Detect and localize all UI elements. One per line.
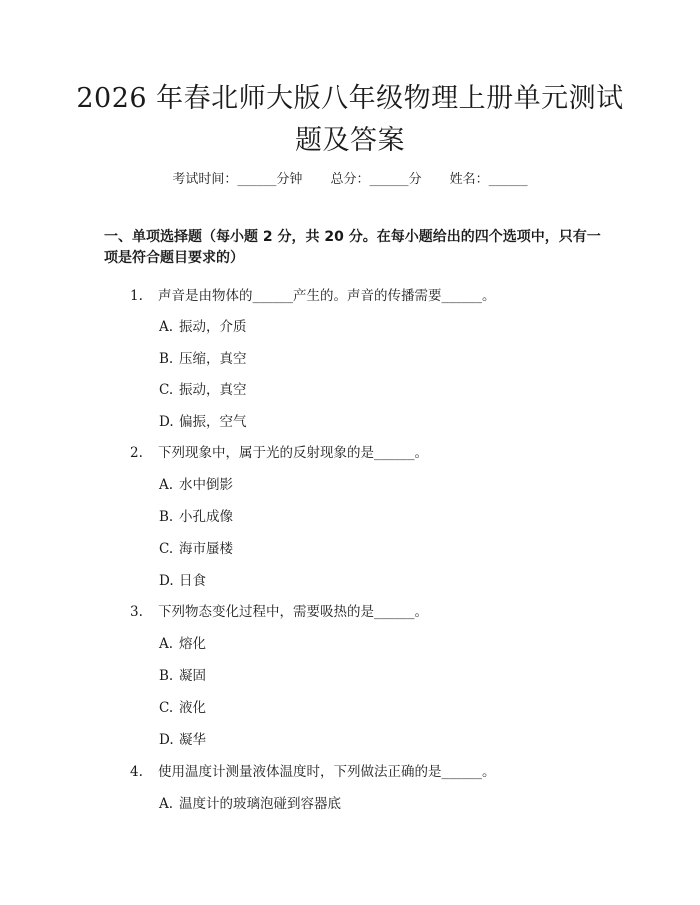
option-letter: B. [159, 351, 174, 367]
exam-score: 总分：______分 [330, 172, 422, 187]
option-letter: A. [159, 796, 174, 812]
question-number: 3. [130, 604, 143, 620]
option-1b [159, 347, 247, 367]
option-text: 凝华 [179, 732, 206, 748]
question-3 [130, 600, 428, 620]
option-2b [159, 505, 233, 525]
option-3d [159, 728, 206, 748]
option-text: 熔化 [179, 636, 206, 652]
exam-name: 姓名：______ [449, 172, 528, 187]
question-text: 下列物态变化过程中，需要吸热的是______。 [158, 604, 428, 620]
option-text: 海市蜃楼 [179, 541, 233, 557]
question-number: 1. [130, 288, 143, 304]
exam-info-line [0, 168, 700, 187]
option-text: 日食 [179, 573, 206, 589]
option-4a [159, 792, 341, 812]
question-number: 2. [130, 445, 143, 461]
option-letter: A. [159, 319, 174, 335]
option-letter: C. [159, 382, 174, 398]
option-letter: C. [159, 541, 174, 557]
option-letter: C. [159, 700, 174, 716]
section-heading: 一、单项选择题（每小题 2 分，共 20 分。在每小题给出的四个选项中，只有一项是符合题目要求的） [104, 229, 601, 266]
option-letter: B. [159, 668, 174, 684]
option-letter: B. [159, 509, 174, 525]
question-text: 下列现象中，属于光的反射现象的是______。 [158, 445, 428, 461]
option-text: 振动，介质 [179, 319, 247, 335]
option-text: 液化 [179, 700, 206, 716]
option-text: 偏振，空气 [179, 414, 247, 430]
option-text: 振动，真空 [179, 382, 247, 398]
option-letter: D. [159, 573, 174, 589]
option-3c [159, 696, 206, 716]
title-line-1: 2026 年春北师大版八年级物理上册单元测试 [76, 83, 624, 114]
option-text: 压缩，真空 [179, 351, 247, 367]
option-1d [159, 410, 247, 430]
option-letter: D. [159, 732, 174, 748]
question-text: 声音是由物体的______产生的。声音的传播需要______。 [158, 288, 496, 304]
option-text: 水中倒影 [179, 477, 233, 493]
option-1c [159, 378, 247, 398]
option-3b [159, 664, 206, 684]
option-letter: A. [159, 636, 174, 652]
question-text: 使用温度计测量液体温度时，下列做法正确的是______。 [158, 764, 496, 780]
option-letter: A. [159, 477, 174, 493]
document-title [60, 78, 640, 162]
question-2 [130, 441, 428, 461]
option-text: 小孔成像 [179, 509, 233, 525]
question-number: 4. [130, 764, 143, 780]
option-text: 温度计的玻璃泡碰到容器底 [179, 796, 341, 812]
option-2c [159, 537, 233, 557]
exam-time: 考试时间：______分钟 [172, 172, 303, 187]
option-2a [159, 473, 233, 493]
option-text: 凝固 [179, 668, 206, 684]
option-2d [159, 569, 206, 589]
option-1a [159, 315, 247, 335]
question-1 [130, 284, 496, 304]
question-4 [130, 760, 496, 780]
option-letter: D. [159, 414, 174, 430]
option-3a [159, 632, 206, 652]
title-line-2: 题及答案 [295, 125, 405, 156]
